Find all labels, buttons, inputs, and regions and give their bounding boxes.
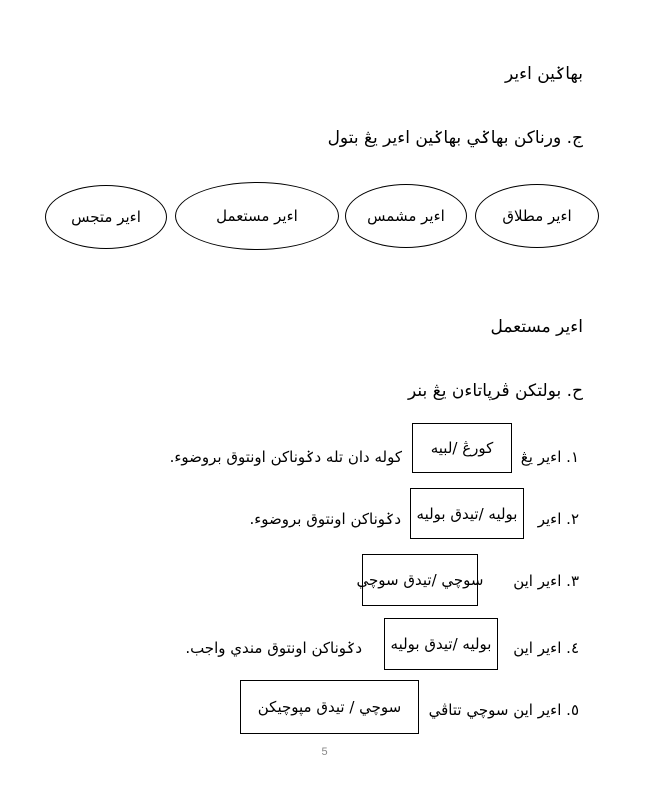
statement-2-prefix: ٢. اءير — [537, 510, 579, 528]
question-h: ح. بولتکن ڤرڽاتاءن يڠ بنر — [408, 381, 583, 401]
page-title: بهاݢين اءير — [504, 64, 583, 84]
statement-3-prefix: ٣. اءير اين — [513, 572, 579, 590]
statement-2-suffix: دݢوناکن اونتوق بروضوء. — [249, 510, 401, 528]
question-j: ج. ورناکن بهاݢي بهاݢين اءير يڠ بتول — [327, 128, 583, 148]
ellipse-label: اءير مطلاق — [502, 207, 572, 225]
choice-label: بوليه /تيدق بوليه — [390, 635, 492, 653]
statement-4-prefix: ٤. اءير اين — [513, 639, 579, 657]
ellipse-option-1 — [475, 184, 599, 248]
ellipse-label: اءير متجس — [71, 208, 141, 226]
statement-1-prefix: ١. اءير يڠ — [520, 448, 579, 466]
ellipse-label: اءير مشمس — [367, 207, 445, 225]
section-title: اءير مستعمل — [490, 317, 583, 337]
ellipse-option-4 — [45, 185, 167, 249]
choice-label: بوليه /تيدق بوليه — [416, 504, 518, 523]
statement-2-choice-box[interactable] — [410, 488, 524, 539]
choice-label: کورڠ /لبيه — [430, 439, 494, 457]
choice-label: سوچي /تيدق سوچي — [356, 571, 484, 589]
choice-label: سوچي / تيدق مڽوچيکن — [257, 698, 402, 716]
statement-5-choice-box[interactable] — [240, 680, 419, 734]
statement-5-prefix: ٥. اءير اين سوچي تتاڤي — [428, 701, 579, 719]
ellipse-label: اءير مستعمل — [216, 207, 298, 225]
page-number: 5 — [321, 746, 328, 758]
statement-4-choice-box[interactable] — [384, 618, 498, 670]
ellipse-option-2 — [345, 184, 467, 248]
statement-1-suffix: کوله دان تله دݢوناکن اونتوق بروضوء. — [169, 448, 402, 466]
ellipse-option-3 — [175, 182, 339, 250]
statement-3-choice-box[interactable] — [356, 554, 484, 606]
statement-4-suffix: دݢوناکن اونتوق مندي واجب. — [185, 639, 362, 657]
statement-1-choice-box[interactable] — [412, 423, 512, 473]
